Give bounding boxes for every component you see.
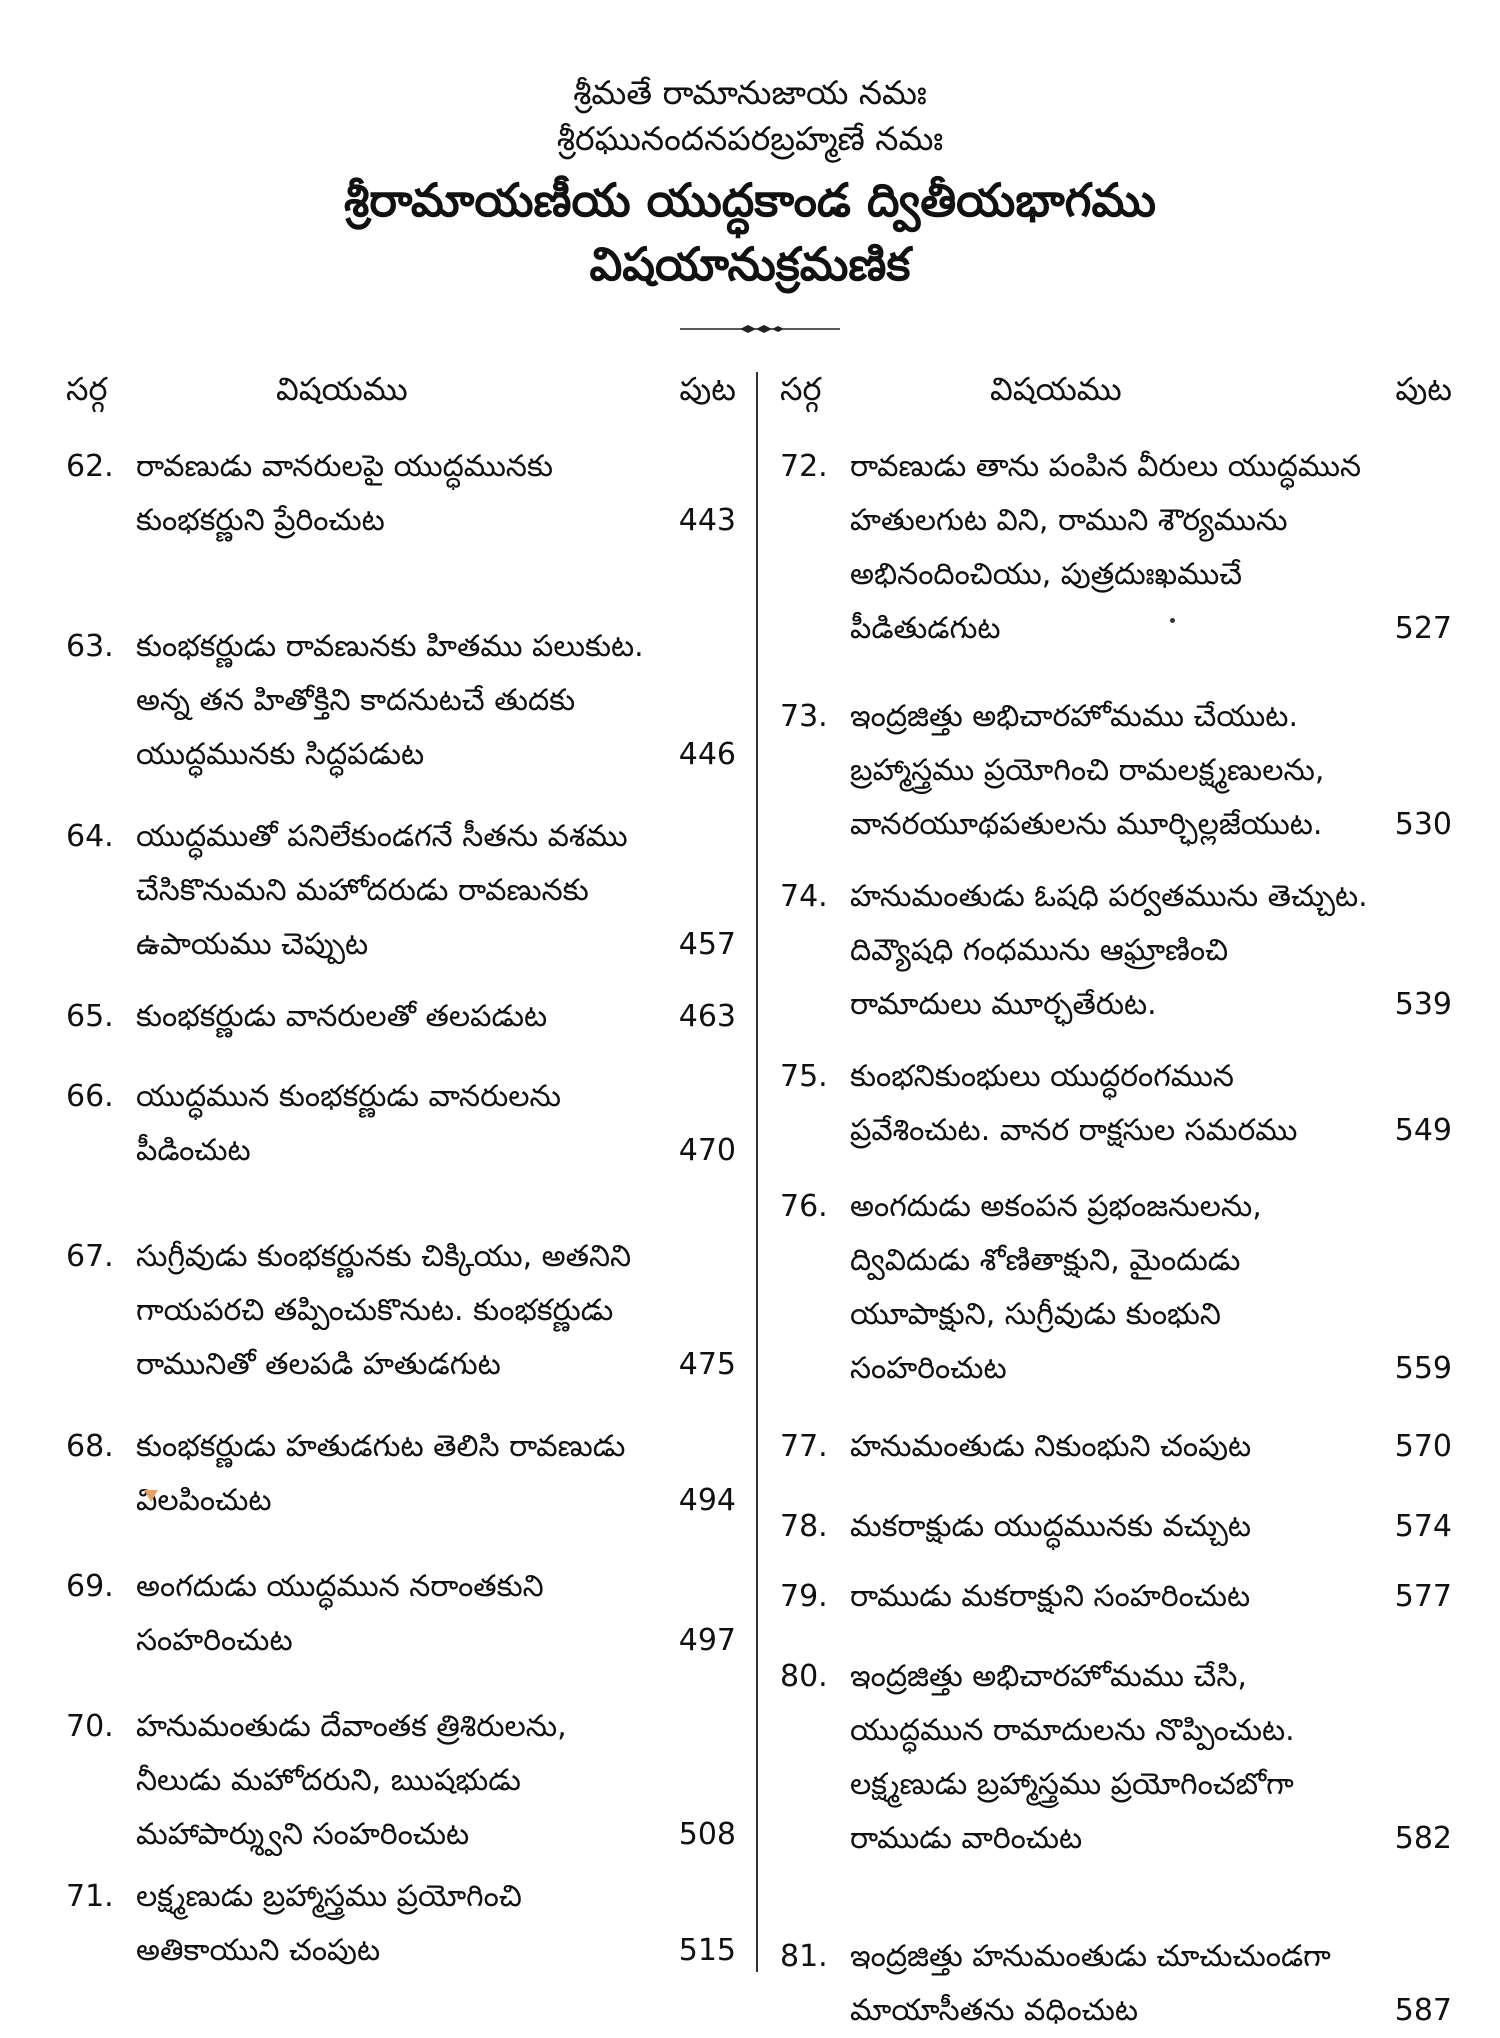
sarga-number: 70. — [66, 1709, 114, 1744]
entry-line: రాముడు మకరాక్షుని సంహరించుట — [850, 1579, 1251, 1614]
entry-description — [136, 620, 644, 782]
page-number: 508 — [678, 1817, 736, 1852]
toc-entry — [66, 1230, 736, 1392]
entry-line: హనుమంతుడు ఓషధి పర్వతమును తెచ్చుట. — [850, 879, 1368, 914]
entry-line: ప్రవేశించుట. వానర రాక్షసుల సమరము — [850, 1113, 1298, 1148]
entry-description — [136, 990, 547, 1044]
book-title: శ్రీరామాయణీయ యుద్ధకాండ ద్వితీయభాగము — [343, 173, 1157, 227]
column-header — [66, 370, 736, 426]
page-number: 457 — [678, 927, 736, 962]
entry-line: విలపించుట — [136, 1483, 272, 1518]
toc-entry — [66, 1700, 736, 1862]
entry-line: రామునితో తలపడి హతుడగుట — [136, 1347, 501, 1382]
entry-line: అంగదుడు యుద్ధమున నరాంతకుని — [136, 1569, 544, 1604]
entry-line: యుద్ధమున కుంభకర్ణుడు వానరులను — [136, 1079, 562, 1114]
toc-entry — [780, 1650, 1452, 1866]
stray-mark — [144, 1490, 158, 1502]
entry-description — [850, 1570, 1250, 1624]
toc-entry — [780, 870, 1452, 1032]
entry-line: కుంభకర్ణుడు రావణునకు హితము పలుకుట. — [136, 629, 644, 664]
entry-line: ద్వివిదుడు శోణితాక్షుని, మైందుడు — [850, 1243, 1241, 1278]
page-number: 559 — [1394, 1351, 1452, 1386]
entry-description — [136, 810, 628, 972]
header-sarga: సర్గ — [780, 370, 822, 408]
toc-entry — [66, 990, 736, 1044]
entry-line: మకరాక్షుడు యుద్ధమునకు వచ్చుట — [850, 1509, 1252, 1544]
toc-entry — [780, 1180, 1452, 1396]
page-number: 443 — [678, 503, 736, 538]
sarga-number: 68. — [66, 1429, 114, 1464]
ornament-divider-icon — [680, 322, 840, 336]
entry-description — [136, 1870, 522, 1978]
toc-entry — [780, 690, 1452, 852]
entry-line: యుద్ధమునకు సిద్ధపడుట — [136, 737, 425, 772]
entry-line: కుంభకర్ణుడు హతుడగుట తెలిసి రావణుడు — [136, 1429, 626, 1464]
entry-line: హనుమంతుడు నికుంభుని చంపుట — [850, 1429, 1252, 1464]
entry-line: సంహరించుట — [136, 1623, 293, 1658]
toc-entry — [66, 620, 736, 782]
toc-entry — [780, 1500, 1452, 1554]
page-header — [0, 70, 1500, 296]
entry-line: పీడితుడగుట — [850, 611, 1001, 646]
toc-entry — [780, 1570, 1452, 1624]
entry-description — [136, 1070, 561, 1178]
page-number: 463 — [678, 999, 736, 1034]
page-number: 494 — [678, 1483, 736, 1518]
contents-heading: విషయానుక్రమణిక — [589, 237, 911, 291]
entry-line: యుద్ధముతో పనిలేకుండగనే సీతను వశము — [136, 819, 628, 854]
entry-line: రాముడు వారించుట — [850, 1821, 1083, 1856]
sarga-number: 79. — [780, 1579, 828, 1614]
entry-line: లక్ష్మణుడు బ్రహ్మాస్త్రము ప్రయోగించబోగా — [850, 1767, 1294, 1802]
page-number: 527 — [1394, 611, 1452, 646]
entry-description — [136, 1230, 631, 1392]
entry-line: చేసికొనుమని మహోదరుడు రావణునకు — [136, 873, 589, 908]
entry-line: హనుమంతుడు దేవాంతక త్రిశిరులను, — [136, 1709, 567, 1744]
header-sarga: సర్గ — [66, 370, 108, 408]
sarga-number: 71. — [66, 1879, 114, 1914]
entry-line: రావణుడు వానరులపై యుద్ధమునకు — [136, 449, 554, 484]
entry-line: రావణుడు తాను పంపిన వీరులు యుద్ధమున — [850, 449, 1362, 484]
toc-right-column — [780, 370, 1452, 2028]
entry-line: సంహరించుట — [850, 1351, 1007, 1386]
entry-description — [136, 1560, 544, 1668]
page-number: 470 — [678, 1133, 736, 1168]
entry-line: హతులగుట విని, రాముని శౌర్యమును — [850, 503, 1288, 538]
invocation-line-1: శ్రీమతే రామానుజాయ నమః — [573, 73, 927, 112]
toc-entry — [66, 1560, 736, 1668]
entry-description — [850, 1930, 1331, 2038]
entry-line: రామాదులు మూర్ఛతేరుట. — [850, 987, 1157, 1022]
entry-line: కుంభకర్ణుడు వానరులతో తలపడుట — [136, 999, 548, 1034]
entry-description — [850, 870, 1368, 1032]
toc-entry — [66, 1070, 736, 1178]
entry-line: అంగదుడు అకంపన ప్రభంజనులను, — [850, 1189, 1262, 1224]
sarga-number: 62. — [66, 449, 114, 484]
sarga-number: 72. — [780, 449, 828, 484]
page-number: 587 — [1394, 1993, 1452, 2028]
toc-entry — [66, 440, 736, 548]
sarga-number: 64. — [66, 819, 114, 854]
sarga-number: 80. — [780, 1659, 828, 1694]
toc-entry — [66, 810, 736, 972]
toc-left-column — [66, 370, 736, 1968]
sarga-number: 77. — [780, 1429, 828, 1464]
toc-entry — [66, 1870, 736, 1978]
page-number: 475 — [678, 1347, 736, 1382]
entry-line: అభినందించియు, పుత్రదుఃఖముచే — [850, 557, 1243, 592]
entry-line: నీలుడు మహోదరుని, ఋషభుడు — [136, 1763, 521, 1798]
toc-entry — [66, 1420, 736, 1528]
entry-description — [136, 440, 553, 548]
entry-description — [850, 1050, 1297, 1158]
sarga-number: 78. — [780, 1509, 828, 1544]
entry-line: కుంభకర్ణుని ప్రేరించుట — [136, 503, 385, 538]
page-number: 549 — [1394, 1113, 1452, 1148]
entry-line: ఇంద్రజిత్తు అభిచారహోమము చేసి, — [850, 1659, 1247, 1694]
page-number: 582 — [1394, 1821, 1452, 1856]
entry-line: వానరయూథపతులను మూర్ఛిల్లజేయుట. — [850, 807, 1323, 842]
entry-line: బ్రహ్మాస్త్రము ప్రయోగించి రామలక్ష్మణులను, — [850, 753, 1325, 788]
page-number: 515 — [678, 1933, 736, 1968]
invocation-line-2: శ్రీరఘునందనపరబ్రహ్మణే నమః — [556, 119, 944, 158]
entry-description — [136, 1420, 625, 1528]
entry-line: కుంభనికుంభులు యుద్ధరంగమున — [850, 1059, 1234, 1094]
sarga-number: 75. — [780, 1059, 828, 1094]
entry-description — [850, 1420, 1251, 1474]
entry-line: లక్ష్మణుడు బ్రహ్మాస్త్రము ప్రయోగించి — [136, 1879, 522, 1914]
stray-dot — [1170, 618, 1175, 623]
entry-line: పీడించుట — [136, 1133, 251, 1168]
entry-description — [850, 1500, 1251, 1554]
page-number: 446 — [678, 737, 736, 772]
sarga-number: 67. — [66, 1239, 114, 1274]
header-puta: పుట — [1395, 370, 1452, 408]
header-vishayamu: విషయము — [276, 370, 408, 408]
entry-line: దివ్యౌషధి గంధమును ఆఘ్రాణించి — [850, 933, 1229, 968]
entry-line: అతికాయుని చంపుట — [136, 1933, 381, 1968]
entry-line: మహాపార్శ్వుని సంహరించుట — [136, 1817, 470, 1852]
toc-entry — [780, 440, 1452, 656]
entry-line: ఇంద్రజిత్తు అభిచారహోమము చేయుట. — [850, 699, 1299, 734]
toc-entry — [780, 1050, 1452, 1158]
entry-description — [850, 1180, 1262, 1396]
sarga-number: 63. — [66, 629, 114, 664]
toc-entry — [780, 1930, 1452, 2038]
page-number: 570 — [1394, 1429, 1452, 1464]
toc-entry — [780, 1420, 1452, 1474]
entry-line: ఇంద్రజిత్తు హనుమంతుడు చూచుచుండగా — [850, 1939, 1331, 1974]
page-number: 539 — [1394, 987, 1452, 1022]
header-vishayamu: విషయము — [990, 370, 1122, 408]
sarga-number: 73. — [780, 699, 828, 734]
page-number: 574 — [1394, 1509, 1452, 1544]
entry-line: యూపాక్షుని, సుగ్రీవుడు కుంభుని — [850, 1297, 1221, 1332]
sarga-number: 65. — [66, 999, 114, 1034]
column-header — [780, 370, 1452, 426]
column-divider — [756, 372, 758, 1972]
entry-description — [850, 690, 1324, 852]
entry-line: మాయాసీతను వధించుట — [850, 1993, 1139, 2028]
page-number: 530 — [1394, 807, 1452, 842]
entry-description — [850, 440, 1361, 656]
sarga-number: 74. — [780, 879, 828, 914]
sarga-number: 66. — [66, 1079, 114, 1114]
page-number: 577 — [1394, 1579, 1452, 1614]
sarga-number: 76. — [780, 1189, 828, 1224]
entry-line: అన్న తన హితోక్తిని కాదనుటచే తుదకు — [136, 683, 576, 718]
entry-line: సుగ్రీవుడు కుంభకర్ణునకు చిక్కియు, అతనిని — [136, 1239, 632, 1274]
entry-line: యుద్ధమున రామాదులను నొప్పించుట. — [850, 1713, 1295, 1748]
header-puta: పుట — [679, 370, 736, 408]
page-number: 497 — [678, 1623, 736, 1658]
entry-line: గాయపరచి తప్పించుకొనుట. కుంభకర్ణుడు — [136, 1293, 614, 1328]
sarga-number: 69. — [66, 1569, 114, 1604]
entry-line: ఉపాయము చెప్పుట — [136, 927, 369, 962]
entry-description — [850, 1650, 1295, 1866]
sarga-number: 81. — [780, 1939, 828, 1974]
entry-description — [136, 1700, 567, 1862]
